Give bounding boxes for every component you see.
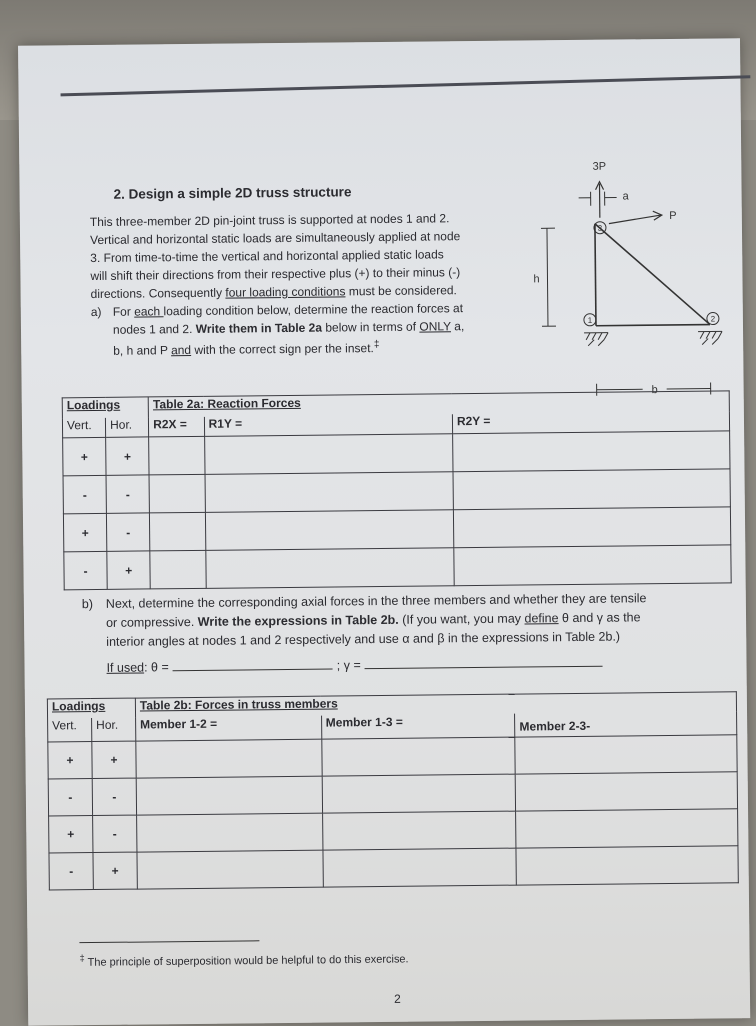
hor-sign: - <box>93 815 137 852</box>
hor-sign: + <box>93 852 137 889</box>
table-2a <box>62 390 732 590</box>
theta-blank[interactable] <box>173 669 333 672</box>
answer-cell[interactable] <box>322 774 516 813</box>
vert-header: Vert. <box>62 417 105 437</box>
vert-sign: + <box>48 742 92 779</box>
vert-header: Vert. <box>48 718 92 742</box>
horizontal-load-arrow <box>609 215 661 224</box>
r1y-header: R1Y = <box>204 414 453 437</box>
answer-cell[interactable] <box>137 850 323 889</box>
gamma-blank[interactable] <box>365 666 603 669</box>
table-row <box>64 545 731 590</box>
vert-sign: + <box>49 816 93 853</box>
table-row <box>49 846 738 890</box>
header-rule <box>61 75 751 96</box>
angle-definition-line: If used: θ = ; γ = <box>106 656 602 675</box>
hor-header: Hor. <box>92 717 136 741</box>
dimension-a-label: a <box>623 190 630 202</box>
member-2-3-header: Member 2-3- <box>515 711 737 737</box>
answer-cell[interactable] <box>323 848 517 887</box>
answer-cell[interactable] <box>515 735 737 774</box>
hor-header: Hor. <box>106 417 149 437</box>
intro-line: will shift their directions from their respective plus (+) to their minus (-) <box>90 262 530 285</box>
pin-support-1 <box>584 333 608 346</box>
table-2b <box>47 691 739 890</box>
part-b <box>82 588 723 652</box>
part-a <box>91 298 532 360</box>
page-number: 2 <box>394 992 401 1006</box>
footnote-rule <box>79 940 259 943</box>
answer-cell[interactable] <box>454 545 731 586</box>
part-b-label: b) <box>82 595 93 614</box>
question-intro <box>90 208 531 303</box>
vert-sign: - <box>49 853 93 890</box>
table-2a-title: Table 2a: Reaction Forces <box>153 396 301 412</box>
answer-cell[interactable] <box>321 737 515 776</box>
hor-sign: - <box>92 778 136 815</box>
answer-cell[interactable] <box>516 846 738 885</box>
part-b-text: Next, determine the corresponding axial forces in the three members and whether they are tensile or compressive. Write the expressions in Table 2b. (If you want, you may define θ and γ as the interior angles at nodes 1 and 2 respectively and use α and β in the expressions in Table 2b.) <box>106 588 723 651</box>
dimension-h-label: h <box>533 273 539 285</box>
vert-sign: - <box>48 779 92 816</box>
hor-sign: - <box>107 513 150 551</box>
dimension-b-label: b <box>652 384 658 396</box>
answer-cell[interactable] <box>149 436 205 475</box>
pin-support-2 <box>698 331 722 344</box>
vert-sign: + <box>63 513 106 551</box>
loadings-header: Loadings <box>67 398 120 413</box>
r2y-header: R2Y = <box>452 411 729 434</box>
answer-cell[interactable] <box>205 548 454 589</box>
answer-cell[interactable] <box>137 813 323 852</box>
answer-cell[interactable] <box>516 809 738 848</box>
answer-cell[interactable] <box>150 550 206 589</box>
footnote: ‡ The principle of superposition would be helpful to do this exercise. <box>80 950 409 969</box>
intro-line: This three-member 2D pin-joint truss is supported at nodes 1 and 2. <box>90 208 530 231</box>
node-3-label: 3 <box>598 224 603 233</box>
answer-cell[interactable] <box>453 431 730 472</box>
answer-cell[interactable] <box>205 472 454 513</box>
truss-diagram <box>504 98 727 430</box>
member-2-3 <box>595 223 710 326</box>
intro-line: directions. Consequently four loading conditions must be considered. <box>91 280 531 303</box>
table-2b-title: Table 2b: Forces in truss members <box>140 696 338 712</box>
hor-sign: - <box>106 475 149 513</box>
hor-sign: + <box>92 741 136 778</box>
question-title: 2. Design a simple 2D truss structure <box>114 184 352 201</box>
answer-cell[interactable] <box>453 469 730 510</box>
member-1-3 <box>595 224 596 326</box>
member-1-2-header: Member 1-2 = <box>135 715 321 741</box>
vert-sign: + <box>63 437 106 475</box>
answer-cell[interactable] <box>136 776 322 815</box>
intro-line: Vertical and horizontal static loads are simultaneously applied at node <box>90 226 530 249</box>
answer-cell[interactable] <box>205 510 454 551</box>
vertical-load-label: 3P <box>593 161 607 173</box>
answer-cell[interactable] <box>136 739 322 778</box>
member-1-2 <box>596 325 710 326</box>
answer-cell[interactable] <box>453 507 730 548</box>
node-1-label: 1 <box>588 316 593 325</box>
node-2-label: 2 <box>711 314 716 323</box>
answer-cell[interactable] <box>149 474 205 513</box>
answer-cell[interactable] <box>322 811 516 850</box>
answer-cell[interactable] <box>204 434 453 475</box>
hor-sign: + <box>106 437 149 475</box>
worksheet-page <box>18 38 750 1026</box>
answer-cell[interactable] <box>516 772 738 811</box>
member-1-3-header: Member 1-3 = <box>321 713 515 739</box>
vert-sign: - <box>64 551 107 589</box>
loadings-header: Loadings <box>52 699 105 714</box>
r2x-header: R2X = <box>149 416 205 437</box>
hor-sign: + <box>107 551 150 589</box>
part-a-label: a) <box>91 303 102 321</box>
part-a-text: For each loading condition below, determine the reaction forces at nodes 1 and 2. Write them in Table 2a below in terms of ONLY a, b, h and P and with the correct sign per the inset.‡ <box>113 298 532 359</box>
vert-sign: - <box>63 475 106 513</box>
answer-cell[interactable] <box>150 512 206 551</box>
intro-line: 3. From time-to-time the vertical and horizontal applied static loads <box>90 244 530 267</box>
horizontal-load-label: P <box>669 210 676 222</box>
